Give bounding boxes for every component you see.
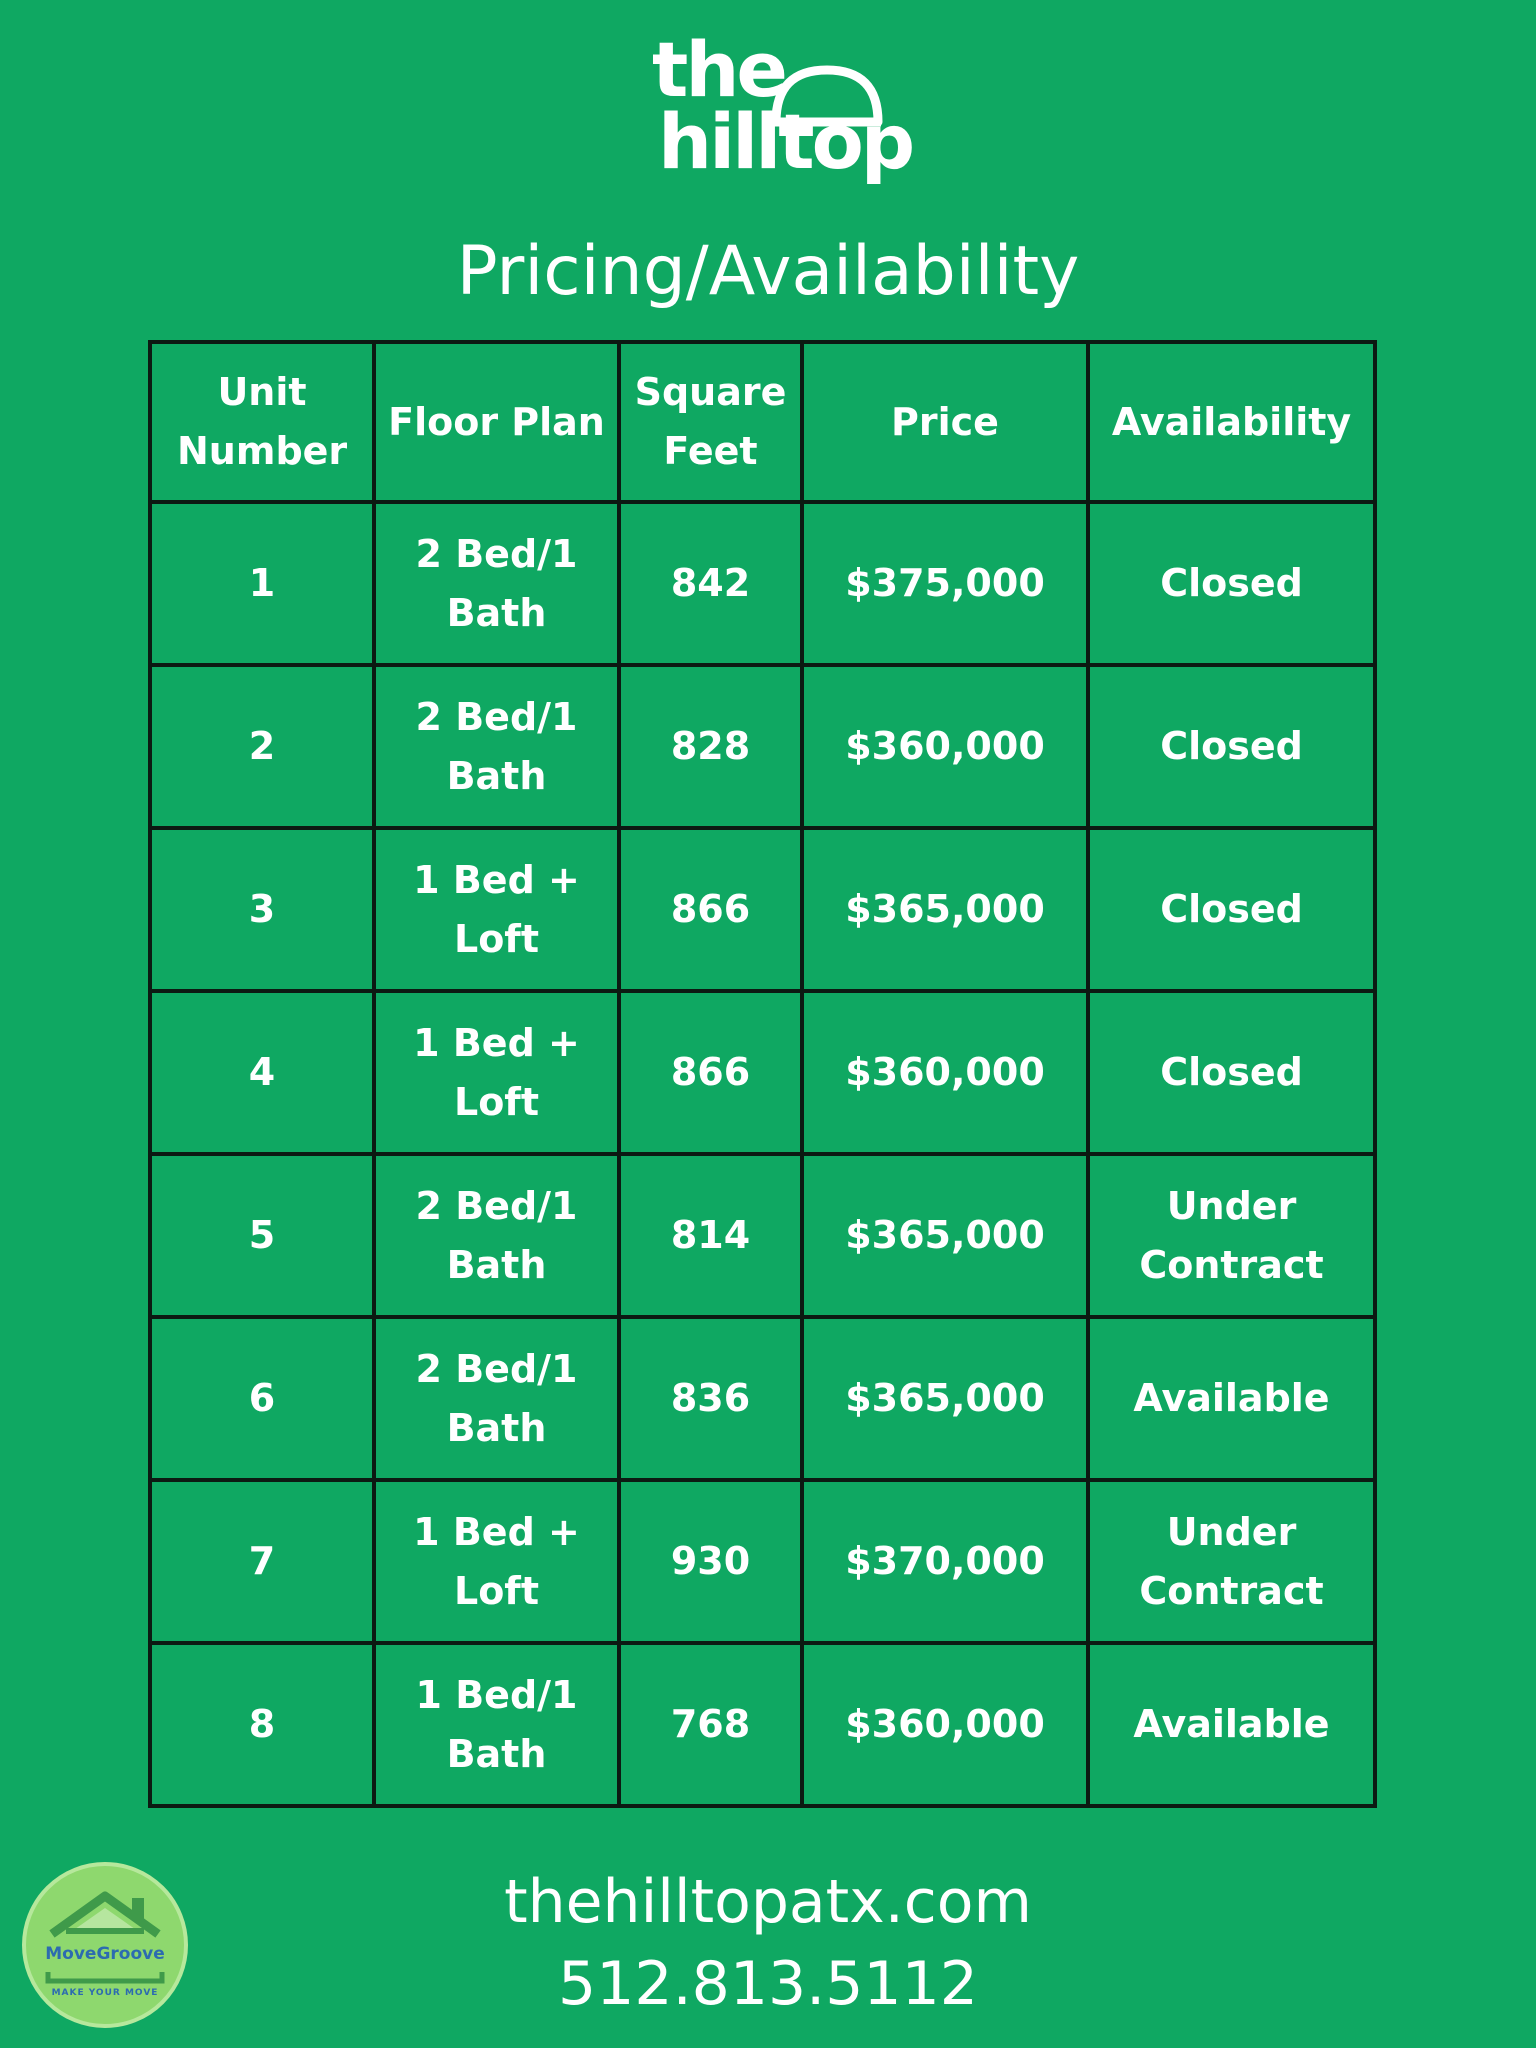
price-cell: $370,000 bbox=[802, 1480, 1088, 1643]
price-cell: $360,000 bbox=[802, 991, 1088, 1154]
unit-number-cell: 6 bbox=[150, 1317, 374, 1480]
unit-number-cell: 2 bbox=[150, 665, 374, 828]
availability-cell: Closed bbox=[1088, 991, 1375, 1154]
availability-cell: Closed bbox=[1088, 828, 1375, 991]
hilltop-logo bbox=[640, 25, 913, 200]
badge-tagline: MAKE YOUR MOVE bbox=[51, 1988, 159, 1998]
unit-number-cell: 4 bbox=[150, 991, 374, 1154]
square-feet-cell: 814 bbox=[619, 1154, 802, 1317]
unit-number-cell: 1 bbox=[150, 502, 374, 665]
website-url[interactable]: thehilltopatx.com bbox=[504, 1867, 1032, 1937]
table-row bbox=[150, 991, 1375, 1154]
pricing-table bbox=[148, 340, 1377, 1808]
square-feet-cell: 836 bbox=[619, 1317, 802, 1480]
square-feet-cell: 842 bbox=[619, 502, 802, 665]
header-unit-number: Unit Number bbox=[150, 342, 374, 502]
price-cell: $365,000 bbox=[802, 1317, 1088, 1480]
square-feet-cell: 768 bbox=[619, 1643, 802, 1806]
floor-plan-cell: 1 Bed/1 Bath bbox=[374, 1643, 619, 1806]
header-floor-plan: Floor Plan bbox=[374, 342, 619, 502]
price-cell: $360,000 bbox=[802, 665, 1088, 828]
square-feet-cell: 866 bbox=[619, 828, 802, 991]
square-feet-cell: 866 bbox=[619, 991, 802, 1154]
floor-plan-cell: 2 Bed/1 Bath bbox=[374, 1317, 619, 1480]
header-price: Price bbox=[802, 342, 1088, 502]
table-row bbox=[150, 1643, 1375, 1806]
availability-cell: Available bbox=[1088, 1317, 1375, 1480]
square-feet-cell: 828 bbox=[619, 665, 802, 828]
table-row bbox=[150, 1154, 1375, 1317]
floor-plan-cell: 2 Bed/1 Bath bbox=[374, 502, 619, 665]
unit-number-cell: 8 bbox=[150, 1643, 374, 1806]
price-cell: $365,000 bbox=[802, 828, 1088, 991]
house-roof-icon bbox=[46, 1888, 164, 1944]
badge-name: MoveGroove bbox=[45, 1944, 165, 1964]
table-row bbox=[150, 502, 1375, 665]
header-square-feet: Square Feet bbox=[619, 342, 802, 502]
badge-underline-icon bbox=[45, 1970, 165, 1984]
floor-plan-cell: 1 Bed + Loft bbox=[374, 1480, 619, 1643]
price-cell: $365,000 bbox=[802, 1154, 1088, 1317]
logo-text-hilltop: hilltop bbox=[658, 97, 913, 186]
page-title: Pricing/Availability bbox=[456, 232, 1080, 311]
price-cell: $360,000 bbox=[802, 1643, 1088, 1806]
logo-text-the: the bbox=[652, 25, 785, 114]
table-row bbox=[150, 1317, 1375, 1480]
square-feet-cell: 930 bbox=[619, 1480, 802, 1643]
phone-number[interactable]: 512.813.5112 bbox=[558, 1949, 978, 2019]
floor-plan-cell: 1 Bed + Loft bbox=[374, 991, 619, 1154]
availability-cell: Available bbox=[1088, 1643, 1375, 1806]
availability-cell: Closed bbox=[1088, 665, 1375, 828]
table-header-row bbox=[150, 342, 1375, 502]
table-row bbox=[150, 1480, 1375, 1643]
price-cell: $375,000 bbox=[802, 502, 1088, 665]
availability-cell: Closed bbox=[1088, 502, 1375, 665]
availability-cell: Under Contract bbox=[1088, 1154, 1375, 1317]
floor-plan-cell: 2 Bed/1 Bath bbox=[374, 1154, 619, 1317]
movegroove-badge bbox=[22, 1862, 188, 2028]
header-availability: Availability bbox=[1088, 342, 1375, 502]
unit-number-cell: 3 bbox=[150, 828, 374, 991]
unit-number-cell: 5 bbox=[150, 1154, 374, 1317]
unit-number-cell: 7 bbox=[150, 1480, 374, 1643]
table-row bbox=[150, 665, 1375, 828]
floor-plan-cell: 2 Bed/1 Bath bbox=[374, 665, 619, 828]
table-row bbox=[150, 828, 1375, 991]
floor-plan-cell: 1 Bed + Loft bbox=[374, 828, 619, 991]
availability-cell: Under Contract bbox=[1088, 1480, 1375, 1643]
